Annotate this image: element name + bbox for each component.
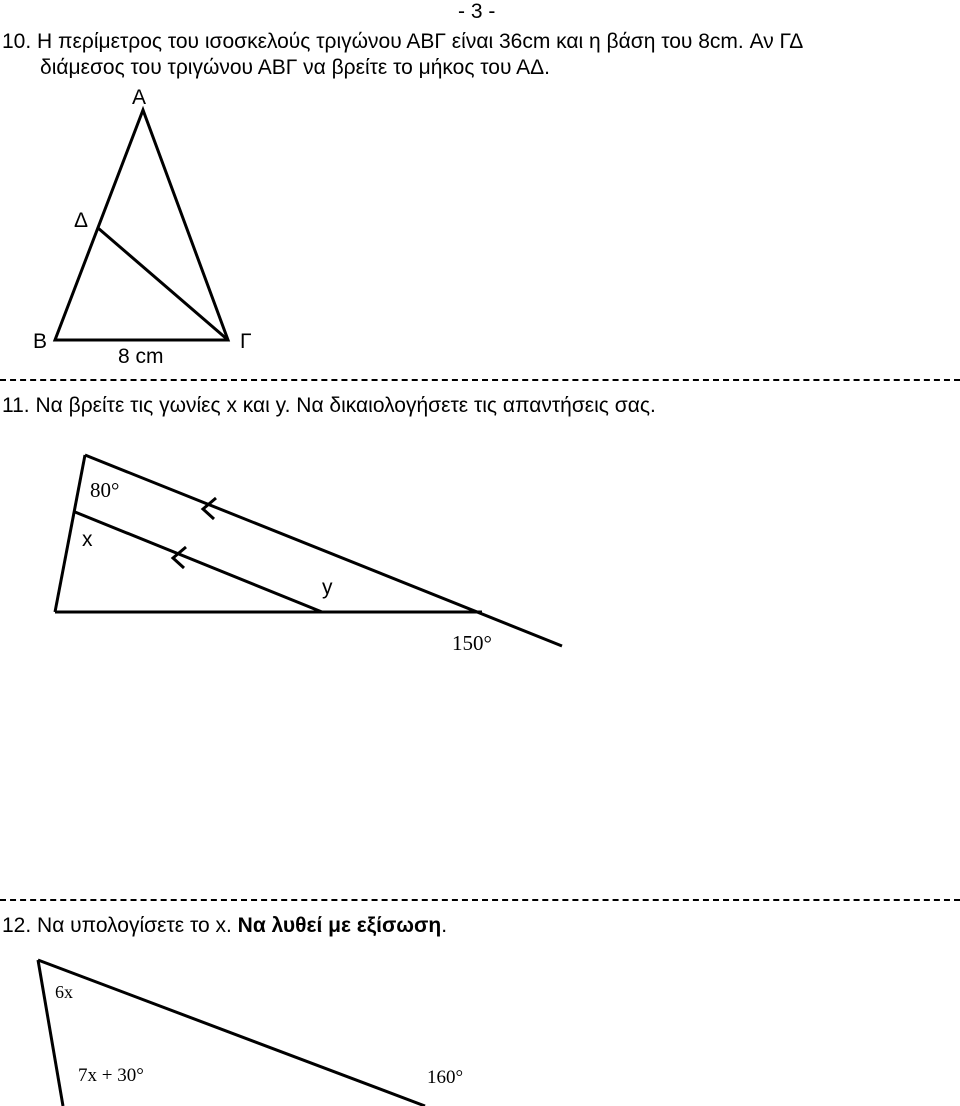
angle-150-label: 150° <box>452 631 492 655</box>
vertex-b-label: Β <box>33 330 48 353</box>
angle-7x30-label: 7x + 30° <box>78 1065 144 1086</box>
vertex-a-label: Α <box>132 86 147 109</box>
point-d-label: Δ <box>74 209 89 232</box>
vertex-g-label: Γ <box>240 330 252 353</box>
angle-x-label: x <box>82 528 93 551</box>
q12-text-plain: 12. Να υπολογίσετε το x. <box>2 914 238 937</box>
angle-6x-label: 6x <box>55 982 73 1002</box>
angle-y-label: y <box>322 576 333 599</box>
q10-text-line1: 10. Η περίμετρος του ισοσκελούς τριγώνου ΑΒΓ είναι 36cm και η βάση του 8cm. Αν ΓΔ <box>2 30 804 53</box>
angle-160-label: 160° <box>427 1067 464 1088</box>
page-number: - 3 - <box>458 0 496 23</box>
q10-text-line2: διάμεσος του τριγώνου ΑΒΓ να βρείτε το μήκος του ΑΔ. <box>40 56 550 79</box>
q11-text: 11. Να βρείτε τις γωνίες x και y. Να δικαιολογήσετε τις απαντήσεις σας. <box>2 394 656 417</box>
q12-text-end: . <box>441 914 448 937</box>
angle-80-label: 80° <box>90 478 120 502</box>
q12-text-bold: Να λυθεί με εξίσωση <box>237 914 442 937</box>
base-length-label: 8 cm <box>118 345 164 368</box>
